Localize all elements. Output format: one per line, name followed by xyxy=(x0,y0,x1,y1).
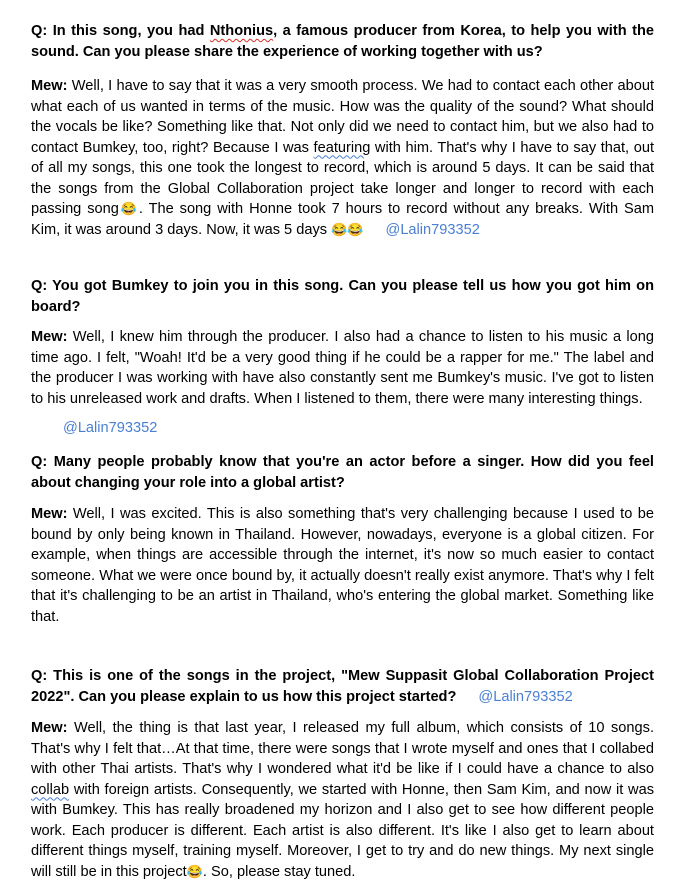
question-2-text: Q: You got Bumkey to join you in this song. Can you please tell us how you got him on board? xyxy=(31,278,654,315)
speaker-label: Mew: xyxy=(31,78,68,94)
spellcheck-word-nthonius[interactable]: Nthonius xyxy=(209,23,274,39)
answer-2 xyxy=(31,327,654,409)
question-4 xyxy=(31,666,654,707)
answer-4 xyxy=(31,718,654,882)
spellcheck-word-collab[interactable]: collab xyxy=(31,781,70,798)
answer-1-text: Well, I have to say that it was a very smooth process. We had to contact each other about what each of us wanted in terms of the music. How was the quality of the sound? What should the vocals be like? Something like that. Not only did we need to contact him, but we also had to contact Bumkey, too, right? Because I was xyxy=(31,78,654,156)
speaker-label: Mew: xyxy=(31,720,68,736)
user-handle-link[interactable]: @Lalin793352 xyxy=(63,420,158,436)
answer-1 xyxy=(31,76,654,240)
question-1-text-rest: , a famous producer from Korea, to help you with the sound. Can you please share the experience of working together with us? xyxy=(31,23,654,60)
question-4-text: Q: This is one of the songs in the project, "Mew Suppasit Global Collaboration Project 2022". Can you please explain to us how this project started? xyxy=(31,668,654,705)
question-1-text: Q: In this song, you had xyxy=(31,23,210,39)
laughing-emoji-icon: 😂 xyxy=(186,863,203,879)
answer-1-text-3: . The song with Honne took 7 hours to record without any breaks. With Sam Kim, it was around 3 days. Now, it was 5 days xyxy=(31,201,655,238)
answer-4-text-2: with foreign artists. Consequently, we started with Honne, then Sam Kim, and now it was with Bumkey. This has really broadened my horizon and I also get to see how different people work. Each producer is different. Each artist is also different. It's like I also get to learn about different things myself, training myself. Moreover, I get to try and do new things. My next single will still be in this project xyxy=(31,781,654,880)
answer-2-text: Well, I knew him through the producer. I also had a chance to listen to his music a long time ago. I felt, "Woah! It'd be a very good thing if he could be a rapper for me." The label and the producer I was working with have also constantly sent me Bumkey's music. I've got to listen to his unreleased work and drafts. When I listened to them, there were many interesting things. xyxy=(31,329,654,407)
question-1 xyxy=(31,21,654,62)
laughing-emoji-icon: 😂😂 xyxy=(331,221,364,237)
question-3-text: Q: Many people probably know that you're an actor before a singer. How did you feel about changing your role into a global artist? xyxy=(31,454,654,491)
answer-3-text: Well, I was excited. This is also something that's very challenging because I used to be bound by only being known in Thailand. However, nowadays, everyone is a global citizen. For example, when things are accessible through the internet, it's now so much easier to contact someone. What we were once bound by, it actually doesn't really exist anymore. That's why I felt that it's challenging to be an artist in Thailand, who's entering the global market. Something like that. xyxy=(31,506,654,625)
spellcheck-word-featuring[interactable]: featuring xyxy=(313,139,371,156)
user-handle-link[interactable]: @Lalin793352 xyxy=(478,688,573,705)
question-2 xyxy=(31,276,654,317)
laughing-emoji-icon: 😂 xyxy=(118,201,139,216)
answer-3 xyxy=(31,504,654,627)
speaker-label: Mew: xyxy=(31,329,68,345)
answer-1-text-2: with him. That's why I have to say that, out of all my songs, this one took the longest to record, which is around 5 days. It can be said that the songs from the Global Collaboration project take longer and longer to record with each passing song xyxy=(31,139,654,217)
speaker-label: Mew: xyxy=(31,506,68,522)
question-3 xyxy=(31,452,654,493)
answer-4-text-3: . So, please stay tuned. xyxy=(202,863,356,880)
answer-4-text: Well, the thing is that last year, I released my full album, which consists of 10 songs. That's why I felt that…At that time, there were songs that I wrote myself and ones that I collabed with other Thai artists. That's why I wondered what it'd be like if I could have a chance to also xyxy=(31,720,654,777)
user-handle-link[interactable]: @Lalin793352 xyxy=(385,221,480,238)
